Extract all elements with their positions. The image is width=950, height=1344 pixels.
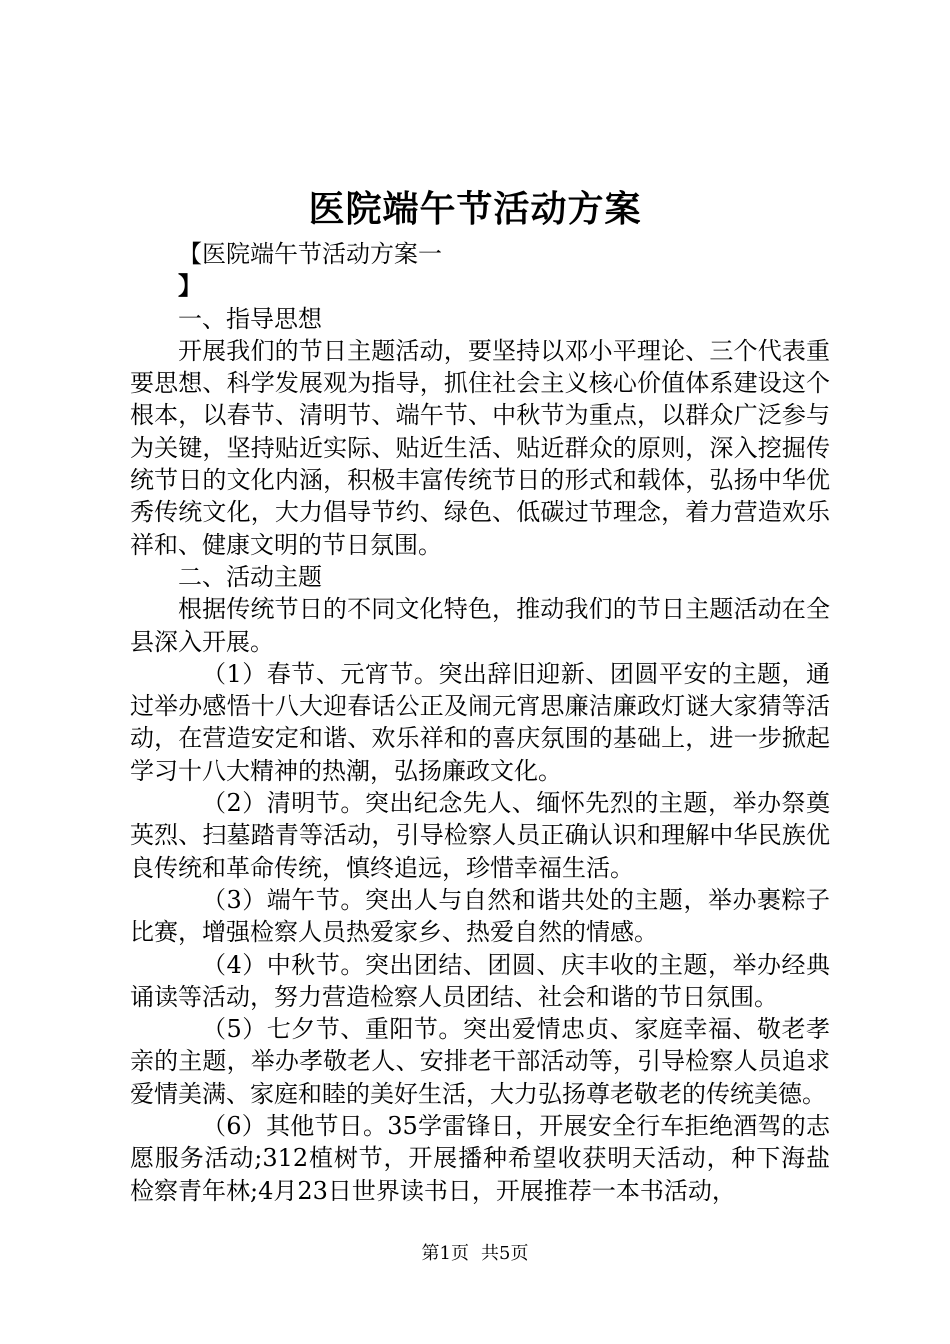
list-item-qixi-chongyang: （5）七夕节、重阳节。突出爱情忠贞、家庭幸福、敬老孝亲的主题，举办孝敬老人、安排老干部活动等，引导检察人员追求爱情美满、家庭和睦的美好生活，大力弘扬尊老敬老的传统美德。 <box>130 1015 830 1108</box>
list-item-qingming: （2）清明节。突出纪念先人、缅怀先烈的主题，举办祭奠英烈、扫墓踏青等活动，引导检察人员正确认识和理解中华民族优良传统和革命传统，慎终追远，珍惜幸福生活。 <box>130 789 830 882</box>
list-item-mid-autumn: （4）中秋节。突出团结、团圆、庆丰收的主题，举办经典诵读等活动，努力营造检察人员团结、社会和谐的节日氛围。 <box>130 950 830 1011</box>
list-item-dragon-boat: （3）端午节。突出人与自然和谐共处的主题，举办裹粽子比赛，增强检察人员热爱家乡、热爱自然的情感。 <box>130 885 830 947</box>
page-footer <box>0 1242 950 1266</box>
paragraph-guiding-ideology: 开展我们的节日主题活动，要坚持以邓小平理论、三个代表重要思想、科学发展观为指导，抓住社会主义核心价值体系建设这个根本，以春节、清明节、端午节、中秋节为重点，以群众广泛参与为关键，坚持贴近实际、贴近生活、贴近群众的原则，深入挖掘传统节日的文化内涵，积极丰富传统节日的形式和载体，弘扬中华优秀传统文化，大力倡导节约、绿色、低碳过节理念，着力营造欢乐祥和、健康文明的节日氛围。 <box>130 336 830 559</box>
document-title: 医院端午节活动方案 <box>308 188 642 230</box>
page-total: 共5页 <box>481 1243 529 1264</box>
document-body <box>130 238 830 1207</box>
section-heading-2: 二、活动主题 <box>178 562 322 591</box>
subtitle-close: 】 <box>178 271 202 301</box>
list-item-other-festivals: （6）其他节日。35学雷锋日，开展安全行车拒绝酒驾的志愿服务活动;312植树节，开展播种希望收获明天活动，种下海盐检察青年林;4月23日世界读书日，开展推荐一本书活动， <box>130 1112 830 1205</box>
page-number: 第1页 <box>421 1243 469 1264</box>
paragraph-activity-theme: 根据传统节日的不同文化特色，推动我们的节日主题活动在全县深入开展。 <box>130 595 830 656</box>
section-heading-1: 一、指导思想 <box>178 304 322 333</box>
list-item-spring-festival: （1）春节、元宵节。突出辞旧迎新、团圆平安的主题，通过举办感悟十八大迎春话公正及闹元宵思廉洁廉政灯谜大家猜等活动，在营造安定和谐、欢乐祥和的喜庆氛围的基础上，进一步掀起学习十八大精神的热潮，弘扬廉政文化。 <box>130 659 830 785</box>
subtitle-open: 【医院端午节活动方案一 <box>178 240 442 268</box>
